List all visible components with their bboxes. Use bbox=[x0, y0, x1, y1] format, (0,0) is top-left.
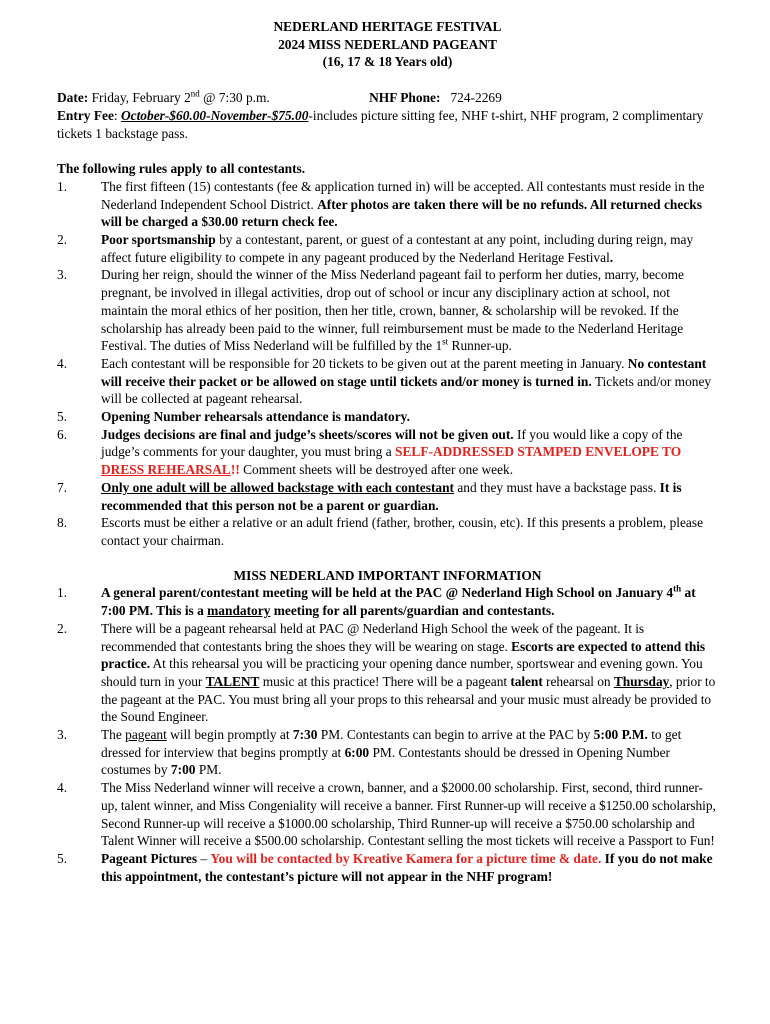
fee-details: -includes picture sitting fee, NHF t-shirt, NHF program, 2 complimentary tickets 1 backstage pass. bbox=[57, 107, 704, 141]
fee-value: October-$60.00-November-$75.00 bbox=[120, 107, 309, 123]
important-heading: MISS NEDERLAND IMPORTANT INFORMATION bbox=[233, 567, 542, 583]
list-item: 8. Escorts must be either a relative or an adult friend (father, brother, cousin, etc). If this presents a problem, please contact your chairman. bbox=[57, 515, 704, 548]
document-header bbox=[57, 18, 718, 71]
rules-heading: The following rules apply to all contestants. bbox=[57, 161, 306, 177]
list-item: 4. The Miss Nederland winner will receive a crown, banner, and a $2000.00 scholarship. First, second, third runner-up, talent winner, and Miss Congeniality will receive a banner. First Runner-up will receive a $1250.00 scholarship, Second Runner-up will receive a $1000.00 scholarship, Third Runner-up will receive a $750.00 scholarship and Talent Winner will receive a $500.00 scholarship. Contestant selling the most tickets will receive a Passport to Fun! bbox=[57, 780, 716, 849]
date-label: Date: bbox=[57, 90, 89, 106]
fee-label: Entry Fee bbox=[57, 107, 114, 123]
date-line bbox=[57, 89, 718, 107]
entry-fee-line: Entry Fee: October-$60.00-November-$75.00-includes picture sitting fee, NHF t-shirt, NHF program, 2 complimentary tickets 1 backstage pass. bbox=[57, 107, 704, 141]
list-item: 1. A general parent/contestant meeting will be held at the PAC @ Nederland High School on January 4th at 7:00 PM. This is a mandatory meeting for all parents/guardian and contestants. bbox=[57, 583, 696, 619]
event-info bbox=[57, 89, 718, 142]
list-item: 2. Poor sportsmanship by a contestant, parent, or guest of a contestant at any point, including during reign, may affect future eligibility to compete in any pageant produced by the Nederland Heritage Festival. bbox=[57, 232, 694, 265]
list-item: 4. Each contestant will be responsible for 20 tickets to be given out at the parent meeting in January. No contestant will receive their packet or be allowed on stage until tickets and/or money is turned in. Tickets and/or money will be collected at pageant rehearsal. bbox=[57, 355, 712, 407]
rules-section bbox=[57, 160, 718, 549]
list-item: 2. There will be a pageant rehearsal held at PAC @ Nederland High School the week of the pageant. It is recommended that contestants bring the shoes they will be wearing on stage. Escorts are expected to attend this practice. At this rehearsal you will be practicing your opening dance number, sportswear and evening gown. You should turn in your TALENT music at this practice! There will be a pageant talent rehearsal on Thursday, prior to the pageant at the PAC. You must bring all your props to this rehearsal and your music must already be provided to the Sound Engineer. bbox=[57, 620, 716, 725]
list-item: 5. Pageant Pictures – You will be contacted by Kreative Kamera for a picture time & date. If you do not make this appointment, the contestant’s picture will not appear in the NHF program! bbox=[57, 850, 713, 884]
phone-label: NHF Phone: bbox=[369, 90, 441, 106]
header-line-2: 2024 MISS NEDERLAND PAGEANT bbox=[278, 36, 497, 52]
list-item: 6. Judges decisions are final and judge’s sheets/scores will not be given out. If you would like a copy of the judge’s comments for your daughter, you must bring a SELF-ADDRESSED STAMPED ENVELOPE TO DRESS REHEARSAL!! Comment sheets will be destroyed after one week. bbox=[57, 426, 683, 478]
header-line-1: NEDERLAND HERITAGE FESTIVAL bbox=[273, 19, 502, 34]
list-item: 3. During her reign, should the winner of the Miss Nederland pageant fail to perform her duties, marry, become pregnant, be involved in illegal activities, drop out of school or incur any disciplinary action at school, not maintain the moral ethics of her position, then her title, crown, banner, & scholarship will be revoked. If the scholarship has already been paid to the winner, full reimbursement must be made to the Nederland Heritage Festival. The duties of Miss Nederland will be fulfilled by the 1st Runner-up. bbox=[57, 267, 684, 354]
date-value: Friday, February 2nd @ 7:30 p.m. bbox=[91, 88, 270, 106]
header-line-3: (16, 17 & 18 Years old) bbox=[322, 54, 453, 70]
list-item: 5. Opening Number rehearsals attendance is mandatory. bbox=[57, 409, 410, 425]
important-info-section bbox=[57, 567, 718, 886]
list-item: 1. The first fifteen (15) contestants (fee & application turned in) will be accepted. All contestants must reside in the Nederland Independent School District. After photos are taken there will be no refunds. All returned checks will be charged a $30.00 return check fee. bbox=[57, 178, 705, 230]
list-item: 3. The pageant will begin promptly at 7:30 PM. Contestants can begin to arrive at the PAC by 5:00 P.M. to get dressed for interview that begins promptly at 6:00 PM. Contestants should be dressed in Opening Number costumes by 7:00 PM. bbox=[57, 727, 682, 778]
phone-value: 724-2269 bbox=[450, 90, 502, 106]
list-item: 7. Only one adult will be allowed backstage with each contestant and they must have a backstage pass. It is recommended that this person not be a parent or guardian. bbox=[57, 479, 682, 513]
